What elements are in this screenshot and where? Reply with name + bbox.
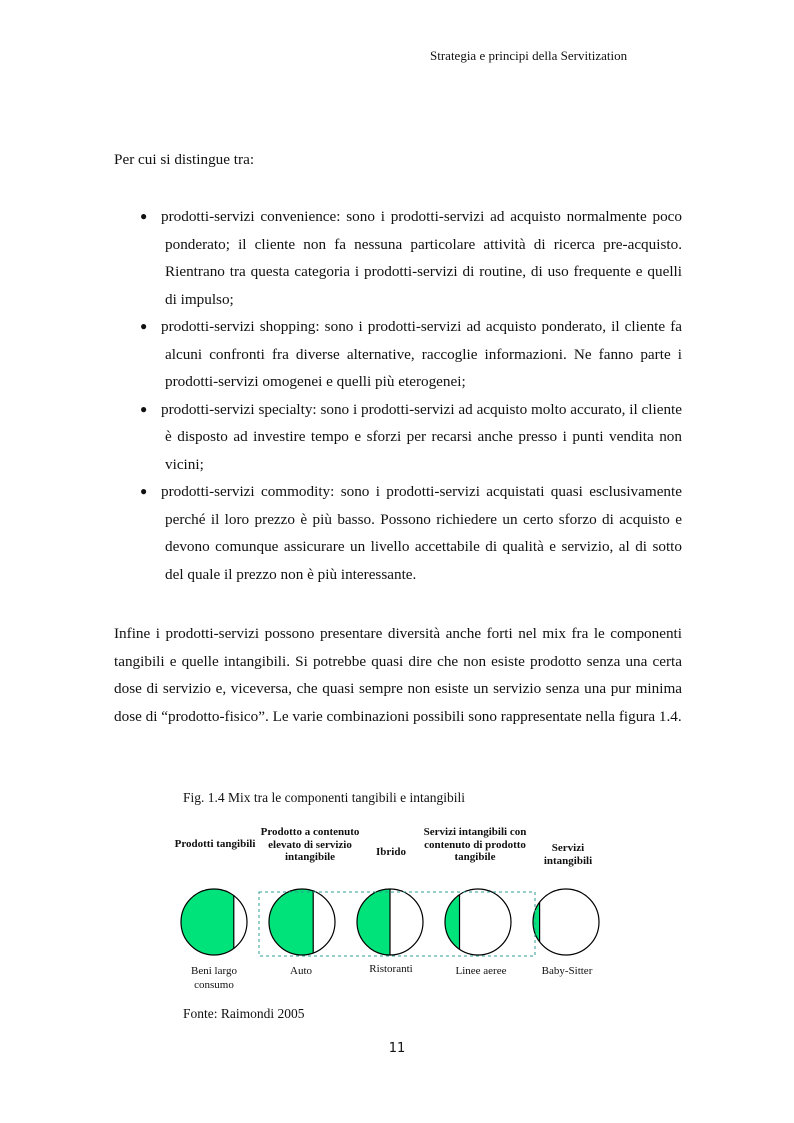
column-title: Prodotto a contenuto elevato di servizio intangibile xyxy=(260,826,360,863)
running-header: Strategia e principi della Servitization xyxy=(430,48,628,63)
list-item-text: prodotti-servizi shopping: sono i prodotti-servizi ad acquisto ponderato, il cliente fa alcuni confronti fra diverse alternative, raccoglie informazioni. Ne fanno parte i prodotti-servizi omogenei e quelli più eterogenei; xyxy=(161,318,682,390)
list-item xyxy=(133,396,682,479)
bullet-list xyxy=(133,203,682,588)
column-label: Ristoranti xyxy=(369,963,413,975)
list-item-text: prodotti-servizi commodity: sono i prodotti-servizi acquistati quasi esclusivamente perché il loro prezzo è più basso. Possono richiedere un certo sforzo di acquisto e devono comunque assicurare un livello accettabile di qualità e servizio, al di sotto del quale il prezzo non è più interessante. xyxy=(161,483,682,583)
column-label: Beni largo consumo xyxy=(191,965,237,991)
tangible-share xyxy=(269,889,313,955)
column-label: Auto xyxy=(290,965,312,977)
column-title: Servizi intangibili xyxy=(543,842,593,867)
intro-paragraph: Per cui si distingue tra: xyxy=(114,151,255,168)
bullet-icon: ● xyxy=(140,319,148,333)
figure-caption: Fig. 1.4 Mix tra le componenti tangibili e intangibili xyxy=(183,790,465,805)
bullet-icon: ● xyxy=(140,484,148,498)
tangible-share xyxy=(357,889,390,955)
page-number: 11 xyxy=(388,1041,406,1056)
figure-source: Fonte: Raimondi 2005 xyxy=(183,1006,305,1021)
list-item xyxy=(133,313,682,396)
list-item xyxy=(133,203,682,313)
bullet-icon: ● xyxy=(140,401,148,416)
list-item-text: prodotti-servizi specialty: sono i prodotti-servizi ad acquisto molto accurato, il cliente è disposto ad investire tempo e sforzi per recarsi anche presso i punti vendita non vicini; xyxy=(161,400,682,473)
list-item-text: prodotti-servizi convenience: sono i prodotti-servizi ad acquisto normalmente poco ponderato; il cliente non fa nessuna particolare attività di ricerca pre-acquisto. Rientrano tra questa categoria i prodotti-servizi di routine, di uso frequente e quelli di impulso; xyxy=(161,208,682,308)
tangible-share xyxy=(445,895,460,950)
closing-paragraph: Infine i prodotti-servizi possono presentare diversità anche forti nel mix fra le componenti tangibili e quelle intangibili. Si potrebbe quasi dire che non esiste prodotto senza una certa dose di servizio e, viceversa, che quasi sempre non esiste un servizio senza una pur minima dose di “prodotto-fisico”. Le varie combinazioni possibili sono rappresentate nella figura 1.4. xyxy=(114,625,682,725)
column-title: Ibrido xyxy=(376,846,406,858)
column-label: Linee aeree xyxy=(455,965,507,977)
list-item xyxy=(133,478,682,588)
tangible-share xyxy=(181,889,234,955)
column-title: Servizi intangibili con contenuto di prodotto tangibile xyxy=(423,826,527,863)
column-label: Baby-Sitter xyxy=(541,965,593,977)
column-title: Prodotti tangibili xyxy=(174,838,256,850)
figure xyxy=(170,820,630,1000)
bullet-icon: ● xyxy=(140,209,148,223)
